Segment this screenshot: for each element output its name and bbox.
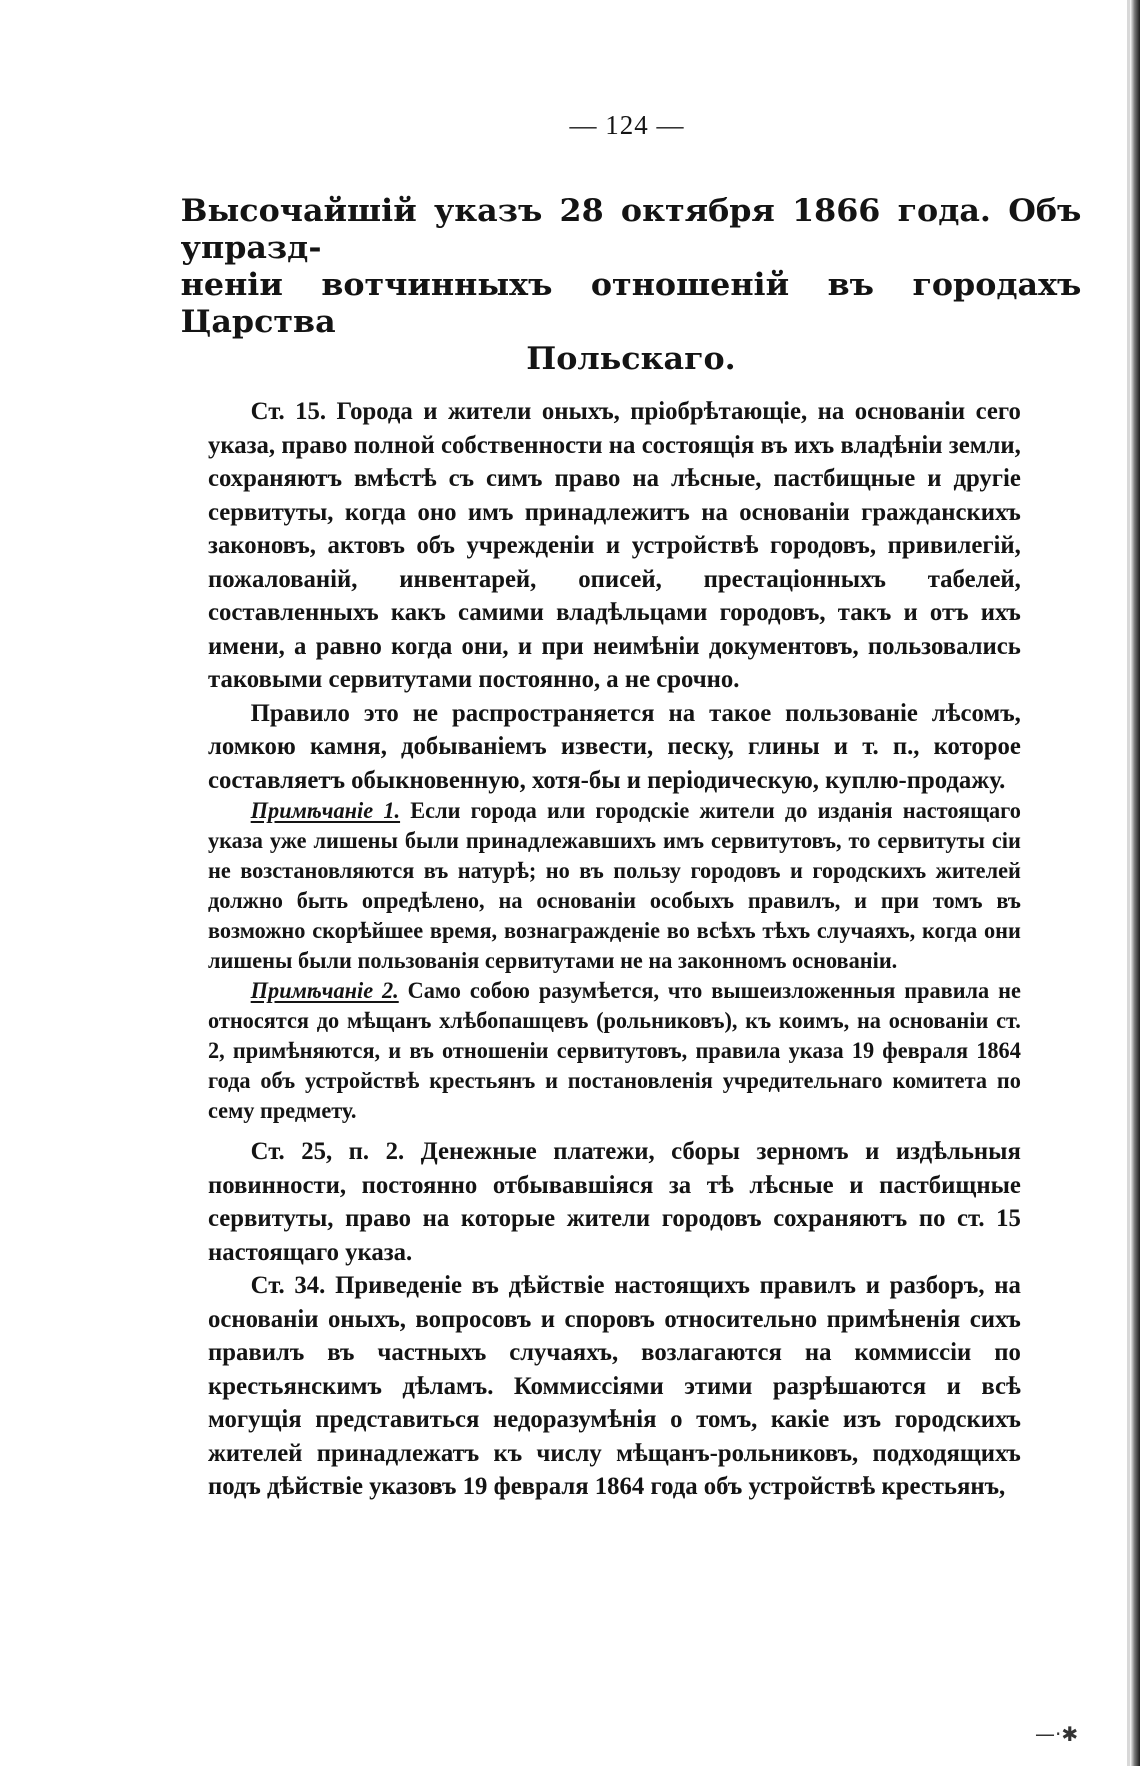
- page-number: — 124 —: [569, 110, 685, 140]
- article-15-rule-text: Правило это не распространяется на такое пользованіе лѣсомъ, ломкою камня, добываніемъ извести, песку, глины и т. п., которое составляетъ обыкновенную, хотя-бы и періодическую, куплю-продажу.: [208, 697, 1021, 794]
- article-15-text: Города и жители оныхъ, пріобрѣтающіе, на основаніи сего указа, право полной собственности на состоящія въ ихъ владѣніи земли, сохраняютъ вмѣстѣ съ симъ право на лѣсные, пастбищные и другіе сервитуты, когда оно имъ принадлежитъ на основаніи гражданскихъ законовъ, актовъ объ учрежденіи и устройствѣ городовъ, привилегій, пожалованій, инвентарей, описей, престаціонныхъ табелей, составленныхъ какъ самими владѣльцами городовъ, такъ и отъ ихъ имени, а равно когда они, и при неимѣніи документовъ, пользовались таковыми сервитутами постоянно, а не срочно.: [208, 396, 1021, 693]
- scan-edge: [1130, 0, 1140, 1766]
- article-25-paragraph: [208, 1134, 1021, 1268]
- article-25-label: Ст. 25, п. 2.: [250, 1136, 405, 1165]
- article-34-text: Приведеніе въ дѣйствіе настоящихъ правилъ и разборъ, на основаніи оныхъ, вопросовъ и споровъ относительно примѣненія сихъ правилъ въ частныхъ случаяхъ, возлагаются на коммиссіи по крестьянскимъ дѣламъ. Коммиссіями этими разрѣшаются и всѣ могущія представиться недоразумѣнія о томъ, какіе изъ городскихъ жителей принадлежатъ къ числу мѣщанъ-рольниковъ, подходящихъ подъ дѣйствіе указовъ 19 февраля 1864 года объ устройствѣ крестьянъ,: [208, 1270, 1021, 1500]
- scan-blemish-mark: —·✱: [1035, 1722, 1079, 1746]
- note-2-paragraph: [208, 976, 1021, 1126]
- note-1-text: Если города или городскіе жители до изданія настоящаго указа уже лишены были принадлежавшихъ имъ сервитутовъ, то сервитуты сіи не возстановляются въ натурѣ; но въ пользу городовъ и городскихъ жителей должно быть опредѣлено, на основаніи особыхъ правилъ, и при томъ въ возможно скорѣйшее время, вознагражденіе во всѣхъ тѣхъ случаяхъ, когда они лишены были пользованія сервитутами не на законномъ основаніи.: [208, 798, 1021, 973]
- document-page: [180, 110, 1082, 1503]
- decree-heading: [181, 193, 1082, 378]
- article-34-paragraph: [208, 1268, 1021, 1503]
- heading-line-3: Польскаго.: [526, 341, 736, 377]
- heading-line-1: Высочайшій указъ 28 октября 1866 года. Объ упразд-: [180, 193, 1082, 266]
- document-body: [208, 394, 1021, 1503]
- heading-line-2: неніи вотчинныхъ отношеній въ городахъ Царства: [180, 267, 1082, 340]
- article-15-label: Ст. 15.: [250, 396, 327, 425]
- article-25-text: Денежные платежи, сборы зерномъ и издѣльныя повинности, постоянно отбывавшіяся за тѣ лѣсные и пастбищные сервитуты, право на которые жители городовъ сохраняютъ по ст. 15 настоящаго указа.: [208, 1136, 1021, 1266]
- note-2-text: Само собою разумѣется, что вышеизложенныя правила не относятся до мѣщанъ хлѣбопашцевъ (рольниковъ), къ коимъ, на основаніи ст. 2, примѣняются, и въ отношеніи сервитутовъ, правила указа 19 февраля 1864 года объ устройствѣ крестьянъ и постановленія учредительнаго комитета по сему предмету.: [208, 978, 1021, 1123]
- note-1-paragraph: [208, 796, 1021, 976]
- note-1-label: Примѣчаніе 1.: [250, 798, 401, 823]
- article-15-rule-paragraph: [208, 696, 1021, 797]
- paragraph-gap: [208, 1126, 1021, 1134]
- article-15-paragraph: [208, 394, 1021, 696]
- article-34-label: Ст. 34.: [250, 1270, 326, 1299]
- note-2-label: Примѣчаніе 2.: [250, 978, 399, 1003]
